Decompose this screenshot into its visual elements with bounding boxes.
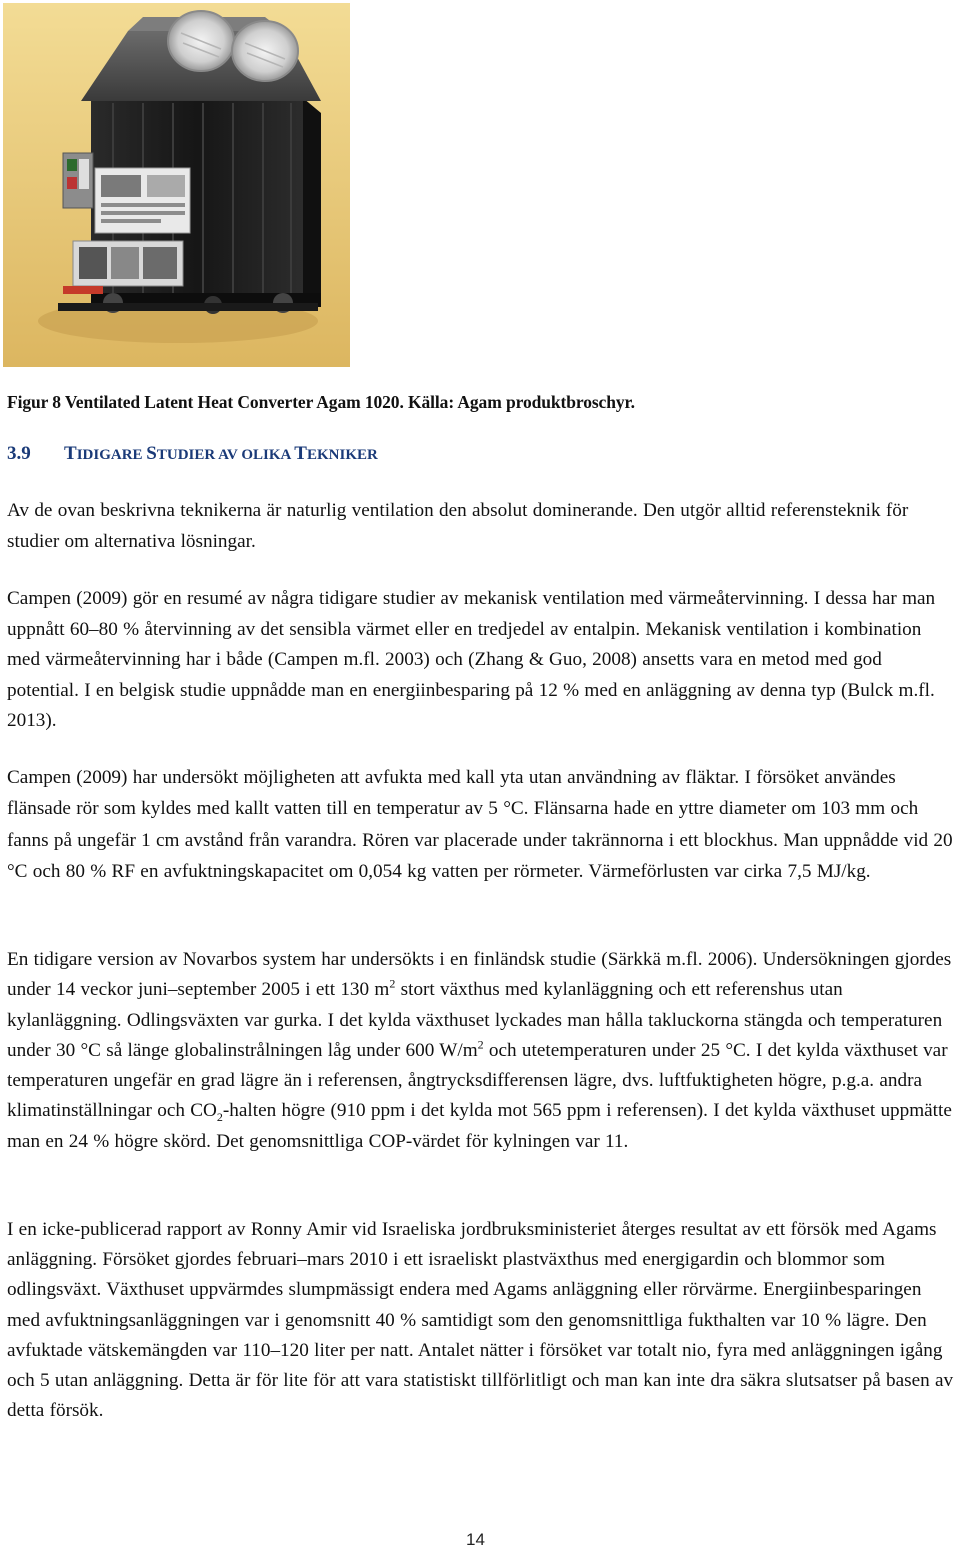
paragraph-agam-report: I en icke-publicerad rapport av Ronny Amir vid Israeliska jordbruksministeriet återges resultat av ett försök med Agams anläggning. Försöket gjordes februari–mars 2010 i ett israeliskt plastväxthus med energigardin och blommor som odlingsväxt. Växthuset uppvärmdes slumpmässigt endera med Agams anläggning eller rörvärme. Energiinbesparingen med avfuktningsanläggningen var i genomsnitt 40 % samtidigt som den genomsnittliga fukthalten var 10 % lägre. Den avfuktade vätskemängden var 110–120 liter per natt. Antalet nätter i försöket var totalt nio, fyra med anläggningen igång och 5 utan anläggning. Detta är för lite för att vara statistiskt tillförlitligt och man kan inte dra säkra slutsatser på basen av detta försök. <box>7 1219 954 1422</box>
paragraph-text: stort växthus med kylanläggning och ett referenshus utan kylanläggning. Odlingsväxten var gurka. I det kylda växthuset lyckades man hålla takluckorna stängda och temperaturen under 30 °C så länge globalinstrålningen låg under 600 W/m <box>7 979 943 1061</box>
heat-converter-illustration <box>3 3 350 367</box>
heading-part: IDIGARE <box>76 447 147 463</box>
paragraph-campen-resume: Campen (2009) gör en resumé av några tidigare studier av mekanisk ventilation med värmeåtervinning. I dessa har man uppnått 60–80 % återvinning av det sensibla värmet eller en tredjedel av entalpin. Mekanisk ventilation i kombination med värmeåtervinning har i både (Campen m.fl. 2003) och (Zhang & Guo, 2008) ansetts vara en metod med god potential. I en belgisk studie uppnådde man en energiinbesparing på 12 % med en anläggning av denna typ (Bulck m.fl. 2013). <box>7 588 936 731</box>
heading-initial: T <box>64 443 77 464</box>
paragraph-text: -halten högre (910 ppm i det kylda mot 565 ppm i referensen). I det kylda växthuset uppmätte man en 24 % högre skörd. Det genomsnittliga COP-värdet för kylningen var 11. <box>7 1100 952 1152</box>
figure-caption: Figur 8 Ventilated Latent Heat Converter Agam 1020. Källa: Agam produktbroschyr. <box>7 392 635 412</box>
paragraph-campen-dehumidify: Campen (2009) har undersökt möjligheten att avfukta med kall yta utan användning av fläktar. I försöket användes flänsade rör som kyldes med kallt vatten till en temperatur av 5 °C. Flänsarna hade en yttre diameter om 103 mm och fanns på ungefär 1 cm avstånd från varandra. Rören var placerade under takrännorna i ett blockhus. Man uppnådde vid 20 °C och 80 % RF en avfuktningskapacitet om 0,054 kg vatten per rörmeter. Värmeförlusten var cirka 7,5 MJ/kg. <box>7 767 953 882</box>
superscript: 2 <box>389 976 396 991</box>
paragraph-natural-ventilation: Av de ovan beskrivna teknikerna är naturlig ventilation den absolut dominerande. Den utgör alltid referensteknik för studier om alternativa lösningar. <box>7 500 909 552</box>
heading-part: TUDIER AV OLIKA <box>156 447 295 463</box>
paragraph-novarbos-study <box>7 945 957 1157</box>
subscript: 2 <box>216 1110 223 1125</box>
heading-part: EKNIKER <box>306 447 378 463</box>
figure-photo <box>3 3 350 367</box>
heading-initial: S <box>146 443 157 464</box>
page-number: 14 <box>466 1530 485 1549</box>
section-number: 3.9 <box>7 443 31 464</box>
paragraph-text: och utetemperaturen under 25 °C. I det kylda växthuset var temperaturen ungefär en grad lägre än i referensen, ångtrycksdifferensen lägre, dvs. luftfuktigheten högre, p.g.a. andra klimatinställningar och CO <box>7 1039 948 1122</box>
section-heading <box>7 443 907 465</box>
heading-initial: T <box>294 443 307 464</box>
superscript: 2 <box>477 1037 484 1052</box>
paragraph-text: En tidigare version av Novarbos system har undersökts i en finländsk studie (Särkkä m.fl. 2006). Undersökningen gjordes under 14 veckor juni–september 2005 i ett 130 m <box>7 949 952 1001</box>
